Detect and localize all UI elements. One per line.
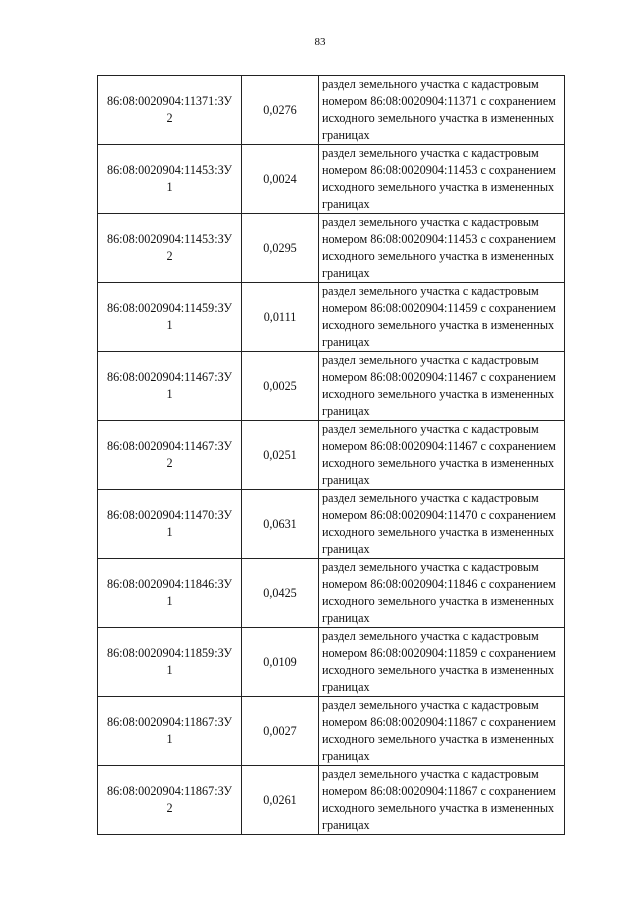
plot-description-cell: раздел земельного участка с кадастровым номером 86:08:0020904:11470 с сохранением исходного земельного участка в измененных границах [319, 490, 565, 559]
table-row [98, 628, 565, 697]
plot-area-cell: 0,0276 [242, 76, 319, 145]
plot-description-cell: раздел земельного участка с кадастровым номером 86:08:0020904:11859 с сохранением исходного земельного участка в измененных границах [319, 628, 565, 697]
plot-area-cell: 0,0024 [242, 145, 319, 214]
plot-number-suffix: 1 [166, 180, 173, 194]
table-row [98, 76, 565, 145]
plot-number-cell [98, 352, 242, 421]
plot-area-cell: 0,0261 [242, 766, 319, 835]
table-row [98, 490, 565, 559]
plot-number-line: 86:08:0020904:11453:ЗУ [106, 163, 233, 177]
plot-number-suffix: 2 [166, 111, 173, 125]
plot-description-cell: раздел земельного участка с кадастровым номером 86:08:0020904:11846 с сохранением исходного земельного участка в измененных границах [319, 559, 565, 628]
plot-area-cell: 0,0111 [242, 283, 319, 352]
table-row [98, 421, 565, 490]
plot-number-line: 86:08:0020904:11459:ЗУ [106, 301, 233, 315]
plot-area-cell: 0,0109 [242, 628, 319, 697]
plot-number-cell [98, 490, 242, 559]
plot-description-cell: раздел земельного участка с кадастровым номером 86:08:0020904:11453 с сохранением исходного земельного участка в измененных границах [319, 214, 565, 283]
plot-number-cell [98, 766, 242, 835]
plot-area-cell: 0,0295 [242, 214, 319, 283]
plot-number-cell [98, 421, 242, 490]
plot-number-cell [98, 214, 242, 283]
plot-number-cell [98, 145, 242, 214]
table-row [98, 766, 565, 835]
plot-number-suffix: 1 [166, 732, 173, 746]
plot-number-suffix: 1 [166, 387, 173, 401]
plot-number-suffix: 1 [166, 318, 173, 332]
plot-number-suffix: 2 [166, 456, 173, 470]
plot-description-cell: раздел земельного участка с кадастровым номером 86:08:0020904:11459 с сохранением исходного земельного участка в измененных границах [319, 283, 565, 352]
plot-number-line: 86:08:0020904:11867:ЗУ [106, 784, 233, 798]
plot-number-line: 86:08:0020904:11867:ЗУ [106, 715, 233, 729]
table-row [98, 559, 565, 628]
table-row [98, 283, 565, 352]
plot-number-line: 86:08:0020904:11453:ЗУ [106, 232, 233, 246]
plot-number-cell [98, 628, 242, 697]
land-plots-table [97, 75, 565, 835]
plot-area-cell: 0,0251 [242, 421, 319, 490]
plot-number-cell [98, 283, 242, 352]
plot-number-cell [98, 559, 242, 628]
plot-description-cell: раздел земельного участка с кадастровым номером 86:08:0020904:11371 с сохранением исходного земельного участка в измененных границах [319, 76, 565, 145]
plot-number-line: 86:08:0020904:11846:ЗУ [106, 577, 233, 591]
plot-number-cell [98, 697, 242, 766]
plot-description-cell: раздел земельного участка с кадастровым номером 86:08:0020904:11867 с сохранением исходного земельного участка в измененных границах [319, 766, 565, 835]
plot-description-cell: раздел земельного участка с кадастровым номером 86:08:0020904:11467 с сохранением исходного земельного участка в измененных границах [319, 421, 565, 490]
table-row [98, 697, 565, 766]
plot-number-suffix: 1 [166, 525, 173, 539]
plot-number-line: 86:08:0020904:11859:ЗУ [106, 646, 233, 660]
plot-description-cell: раздел земельного участка с кадастровым номером 86:08:0020904:11467 с сохранением исходного земельного участка в измененных границах [319, 352, 565, 421]
table-row [98, 214, 565, 283]
plot-area-cell: 0,0025 [242, 352, 319, 421]
plot-description-cell: раздел земельного участка с кадастровым номером 86:08:0020904:11453 с сохранением исходного земельного участка в измененных границах [319, 145, 565, 214]
plot-number-cell [98, 76, 242, 145]
plot-number-line: 86:08:0020904:11467:ЗУ [106, 439, 233, 453]
page-number: 83 [314, 36, 326, 48]
plot-area-cell: 0,0027 [242, 697, 319, 766]
plot-area-cell: 0,0425 [242, 559, 319, 628]
plot-number-suffix: 1 [166, 663, 173, 677]
plot-description-cell: раздел земельного участка с кадастровым номером 86:08:0020904:11867 с сохранением исходного земельного участка в измененных границах [319, 697, 565, 766]
plot-number-suffix: 1 [166, 594, 173, 608]
land-plots-table-body [98, 76, 565, 835]
plot-number-line: 86:08:0020904:11467:ЗУ [106, 370, 233, 384]
plot-number-suffix: 2 [166, 801, 173, 815]
plot-number-line: 86:08:0020904:11470:ЗУ [106, 508, 233, 522]
table-row [98, 352, 565, 421]
plot-number-suffix: 2 [166, 249, 173, 263]
plot-number-line: 86:08:0020904:11371:ЗУ [106, 94, 233, 108]
plot-area-cell: 0,0631 [242, 490, 319, 559]
table-row [98, 145, 565, 214]
